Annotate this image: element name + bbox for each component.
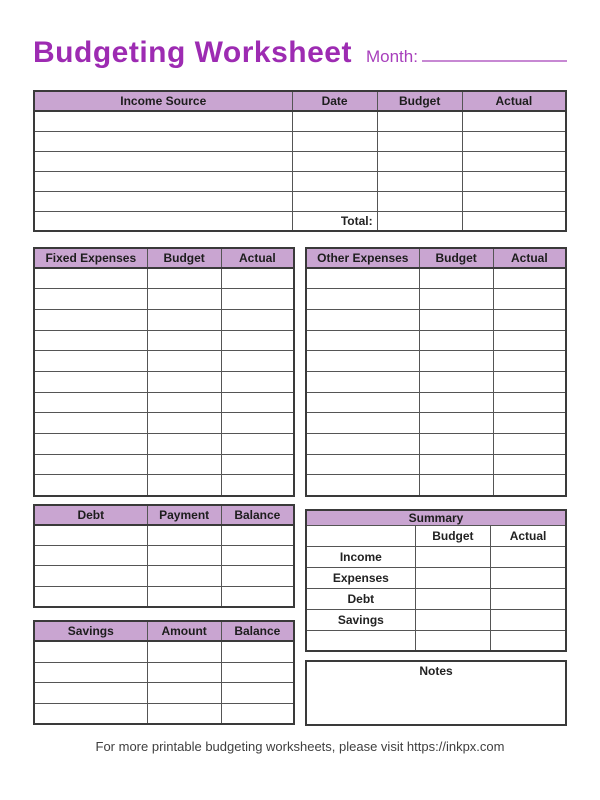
total-budget-cell[interactable] — [377, 211, 462, 231]
empty-cell[interactable] — [306, 413, 419, 434]
empty-cell[interactable] — [377, 151, 462, 171]
empty-cell[interactable] — [377, 111, 462, 131]
table-row — [34, 454, 294, 475]
actual-column-header: Actual — [491, 525, 566, 546]
empty-cell[interactable] — [34, 641, 147, 662]
empty-cell[interactable] — [491, 630, 566, 651]
income-total-row — [34, 211, 566, 231]
table-row — [34, 434, 294, 455]
debt-column-header: Debt — [34, 505, 147, 525]
notes-area[interactable] — [307, 678, 565, 722]
table-row — [34, 566, 294, 587]
empty-cell[interactable] — [34, 413, 147, 434]
table-row — [306, 413, 566, 434]
empty-cell[interactable] — [419, 434, 493, 455]
empty-cell[interactable] — [147, 641, 221, 662]
empty-cell[interactable] — [462, 151, 566, 171]
empty-cell[interactable] — [377, 171, 462, 191]
table-row — [306, 330, 566, 351]
table-row — [34, 525, 294, 546]
table-row — [34, 641, 294, 662]
empty-cell[interactable] — [491, 567, 566, 588]
empty-cell[interactable] — [147, 566, 221, 587]
empty-cell[interactable] — [34, 268, 147, 289]
balance-column-header: Balance — [221, 505, 294, 525]
empty-cell[interactable] — [419, 330, 493, 351]
empty-cell[interactable] — [34, 191, 292, 211]
empty-cell[interactable] — [147, 371, 221, 392]
empty-cell[interactable] — [34, 434, 147, 455]
empty-cell[interactable] — [306, 289, 419, 310]
empty-cell[interactable] — [306, 392, 419, 413]
budget-column-header: Budget — [415, 525, 490, 546]
table-row — [34, 131, 566, 151]
summary-table — [305, 509, 567, 653]
table-row — [306, 392, 566, 413]
budget-column-header: Budget — [377, 91, 462, 111]
empty-cell[interactable] — [415, 609, 490, 630]
table-row — [306, 289, 566, 310]
empty-cell[interactable] — [147, 289, 221, 310]
empty-cell[interactable] — [493, 475, 566, 496]
empty-cell[interactable] — [419, 454, 493, 475]
summary-row — [306, 609, 566, 630]
empty-cell[interactable] — [147, 475, 221, 496]
bottom-section — [33, 504, 567, 727]
month-field — [366, 47, 567, 67]
empty-cell[interactable] — [491, 609, 566, 630]
empty-cell[interactable] — [493, 351, 566, 372]
empty-cell[interactable] — [419, 268, 493, 289]
month-label: Month: — [365, 47, 418, 66]
empty-cell[interactable] — [34, 475, 147, 496]
empty-cell[interactable] — [292, 171, 377, 191]
empty-cell[interactable] — [493, 371, 566, 392]
summary-row — [306, 567, 566, 588]
empty-cell[interactable] — [419, 309, 493, 330]
empty-cell[interactable] — [147, 351, 221, 372]
empty-cell[interactable] — [306, 454, 419, 475]
summary-row-label: Savings — [306, 609, 415, 630]
notes-title: Notes — [419, 664, 453, 679]
empty-cell[interactable] — [221, 268, 294, 289]
empty-cell[interactable] — [147, 545, 221, 566]
empty-cell[interactable] — [147, 268, 221, 289]
actual-column-header: Actual — [493, 248, 566, 268]
table-row — [306, 371, 566, 392]
table-row — [34, 392, 294, 413]
empty-cell[interactable] — [221, 545, 294, 566]
empty-cell[interactable] — [493, 392, 566, 413]
empty-cell[interactable] — [415, 588, 490, 609]
table-row — [34, 683, 294, 704]
income-total-label: Total: — [292, 211, 377, 231]
income-table — [33, 90, 567, 232]
payment-column-header: Payment — [147, 505, 221, 525]
table-row — [306, 475, 566, 496]
empty-cell[interactable] — [147, 703, 221, 724]
summary-row-label: Expenses — [306, 567, 415, 588]
other-expenses-header-row — [306, 248, 566, 268]
table-row — [34, 351, 294, 372]
empty-cell[interactable] — [147, 434, 221, 455]
empty-cell[interactable] — [147, 662, 221, 683]
empty-cell[interactable] — [462, 131, 566, 151]
empty-cell[interactable] — [221, 454, 294, 475]
other-expenses-column-header: Other Expenses — [306, 248, 419, 268]
table-row — [306, 434, 566, 455]
empty-cell[interactable] — [221, 309, 294, 330]
empty-cell[interactable] — [306, 309, 419, 330]
empty-cell[interactable] — [415, 546, 490, 567]
empty-cell[interactable] — [34, 392, 147, 413]
empty-cell[interactable] — [34, 330, 147, 351]
empty-cell[interactable] — [221, 434, 294, 455]
table-row — [306, 351, 566, 372]
empty-cell[interactable] — [34, 525, 147, 546]
month-input-line[interactable] — [422, 48, 567, 62]
empty-cell[interactable] — [306, 371, 419, 392]
table-row — [34, 662, 294, 683]
empty-cell[interactable] — [147, 454, 221, 475]
empty-cell[interactable] — [221, 525, 294, 546]
empty-cell[interactable] — [493, 434, 566, 455]
empty-cell[interactable] — [34, 309, 147, 330]
balance-column-header: Balance — [221, 621, 294, 641]
empty-cell[interactable] — [34, 566, 147, 587]
empty-cell[interactable] — [419, 371, 493, 392]
empty-cell[interactable] — [462, 111, 566, 131]
empty-cell — [306, 525, 415, 546]
empty-cell[interactable] — [221, 475, 294, 496]
budget-column-header: Budget — [147, 248, 221, 268]
empty-cell[interactable] — [419, 351, 493, 372]
empty-cell[interactable] — [493, 268, 566, 289]
empty-cell[interactable] — [415, 630, 490, 651]
empty-cell[interactable] — [462, 191, 566, 211]
empty-cell[interactable] — [221, 330, 294, 351]
empty-cell[interactable] — [306, 630, 415, 651]
table-row — [34, 330, 294, 351]
empty-cell[interactable] — [292, 131, 377, 151]
table-row — [306, 268, 566, 289]
empty-cell[interactable] — [415, 567, 490, 588]
summary-title: Summary — [306, 510, 566, 526]
empty-cell[interactable] — [34, 703, 147, 724]
empty-cell[interactable] — [306, 351, 419, 372]
savings-column-header: Savings — [34, 621, 147, 641]
summary-row-label: Income — [306, 546, 415, 567]
table-row — [34, 371, 294, 392]
empty-cell[interactable] — [419, 475, 493, 496]
table-row — [306, 454, 566, 475]
empty-cell[interactable] — [147, 392, 221, 413]
table-row — [34, 545, 294, 566]
other-expenses-table — [305, 247, 567, 497]
fixed-expenses-header-row — [34, 248, 294, 268]
empty-cell[interactable] — [221, 703, 294, 724]
empty-cell[interactable] — [221, 662, 294, 683]
date-column-header: Date — [292, 91, 377, 111]
empty-cell[interactable] — [147, 413, 221, 434]
empty-cell[interactable] — [34, 131, 292, 151]
empty-cell[interactable] — [221, 641, 294, 662]
summary-row — [306, 546, 566, 567]
empty-cell[interactable] — [377, 131, 462, 151]
table-row — [34, 289, 294, 310]
actual-column-header: Actual — [462, 91, 566, 111]
empty-cell[interactable] — [34, 351, 147, 372]
title-bar — [33, 36, 567, 70]
actual-column-header: Actual — [221, 248, 294, 268]
empty-cell[interactable] — [221, 351, 294, 372]
empty-cell[interactable] — [147, 309, 221, 330]
summary-row-label: Debt — [306, 588, 415, 609]
table-row — [34, 587, 294, 608]
amount-column-header: Amount — [147, 621, 221, 641]
empty-cell[interactable] — [419, 413, 493, 434]
empty-cell[interactable] — [34, 545, 147, 566]
table-row — [34, 309, 294, 330]
summary-subheader-row — [306, 525, 566, 546]
empty-cell[interactable] — [493, 454, 566, 475]
table-row — [34, 703, 294, 724]
empty-cell[interactable] — [306, 434, 419, 455]
footer-text: For more printable budgeting worksheets, please visit https://inkpx.com — [95, 739, 505, 755]
empty-cell[interactable] — [34, 683, 147, 704]
empty-cell[interactable] — [221, 683, 294, 704]
summary-title-row — [306, 510, 566, 526]
empty-cell[interactable] — [306, 475, 419, 496]
table-row — [34, 268, 294, 289]
empty-cell[interactable] — [221, 566, 294, 587]
empty-cell[interactable] — [292, 111, 377, 131]
table-row — [34, 191, 566, 211]
budget-column-header: Budget — [419, 248, 493, 268]
debt-savings-column — [33, 504, 295, 726]
empty-cell[interactable] — [34, 151, 292, 171]
empty-cell[interactable] — [306, 268, 419, 289]
savings-table — [33, 620, 295, 725]
empty-cell[interactable] — [462, 171, 566, 191]
empty-cell[interactable] — [34, 171, 292, 191]
empty-cell[interactable] — [493, 289, 566, 310]
debt-table — [33, 504, 295, 609]
summary-row — [306, 588, 566, 609]
empty-cell[interactable] — [306, 330, 419, 351]
empty-cell[interactable] — [419, 392, 493, 413]
empty-cell[interactable] — [419, 289, 493, 310]
fixed-expenses-column-header: Fixed Expenses — [34, 248, 147, 268]
empty-cell[interactable] — [147, 330, 221, 351]
empty-cell[interactable] — [493, 413, 566, 434]
total-actual-cell[interactable] — [462, 211, 566, 231]
empty-cell[interactable] — [493, 309, 566, 330]
empty-cell[interactable] — [377, 191, 462, 211]
page-title: Budgeting Worksheet — [33, 36, 352, 69]
empty-cell[interactable] — [221, 587, 294, 608]
empty-cell[interactable] — [34, 662, 147, 683]
empty-cell[interactable] — [221, 392, 294, 413]
empty-cell[interactable] — [147, 587, 221, 608]
table-row — [34, 111, 566, 131]
expenses-section — [33, 247, 567, 497]
table-row — [34, 475, 294, 496]
empty-cell[interactable] — [221, 289, 294, 310]
empty-cell[interactable] — [147, 525, 221, 546]
table-row — [306, 309, 566, 330]
savings-header-row — [34, 621, 294, 641]
summary-empty-row — [306, 630, 566, 651]
fixed-expenses-table — [33, 247, 295, 497]
empty-cell[interactable] — [34, 111, 292, 131]
notes-box — [305, 660, 567, 726]
empty-cell[interactable] — [493, 330, 566, 351]
table-row — [34, 151, 566, 171]
empty-cell[interactable] — [34, 371, 147, 392]
empty-cell[interactable] — [292, 191, 377, 211]
empty-cell[interactable] — [221, 413, 294, 434]
empty-cell[interactable] — [147, 683, 221, 704]
income-header-row — [34, 91, 566, 111]
summary-notes-column — [305, 504, 567, 727]
empty-cell[interactable] — [292, 151, 377, 171]
income-source-column-header: Income Source — [34, 91, 292, 111]
empty-cell[interactable] — [221, 371, 294, 392]
table-row — [34, 171, 566, 191]
empty-cell[interactable] — [34, 289, 147, 310]
empty-cell[interactable] — [34, 454, 147, 475]
table-row — [34, 413, 294, 434]
empty-cell[interactable] — [491, 588, 566, 609]
empty-cell[interactable] — [34, 211, 292, 231]
debt-header-row — [34, 505, 294, 525]
empty-cell[interactable] — [491, 546, 566, 567]
empty-cell[interactable] — [34, 587, 147, 608]
